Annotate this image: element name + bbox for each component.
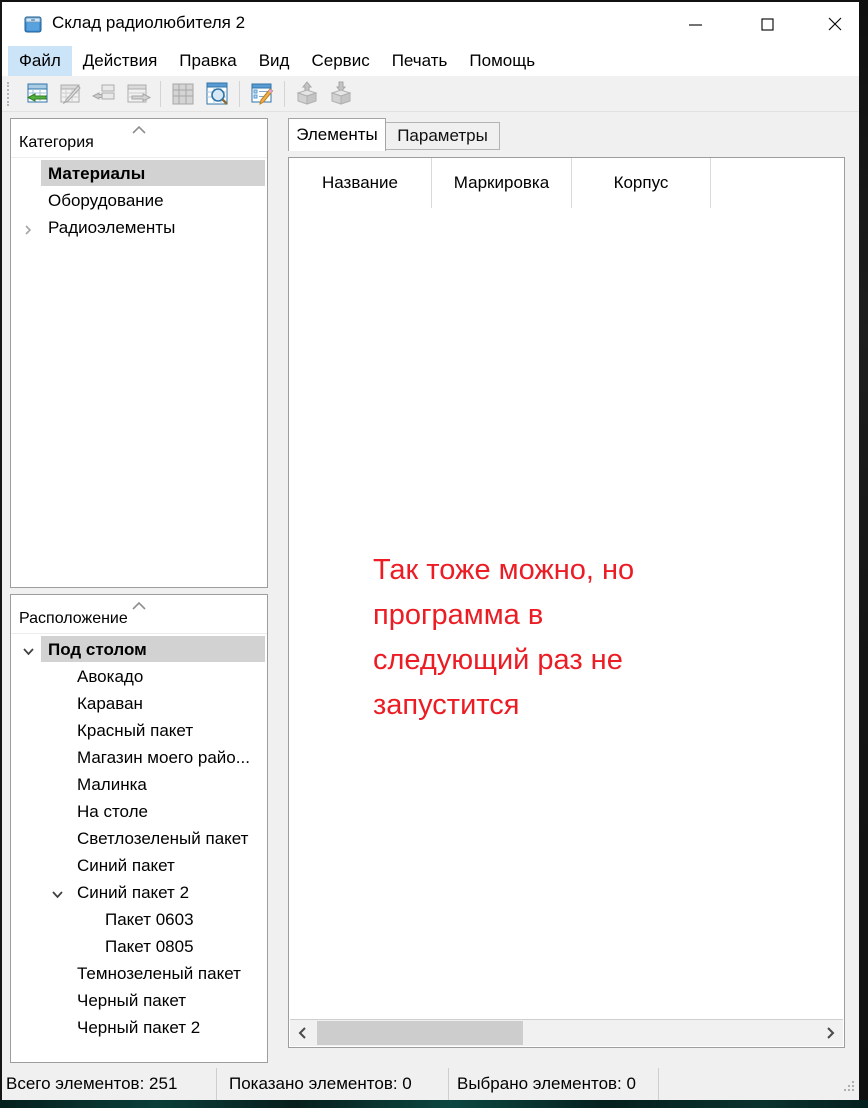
column-header-name[interactable]: Название xyxy=(322,173,398,192)
close-button[interactable] xyxy=(806,2,864,46)
toolbar xyxy=(2,76,859,112)
tree-item-malinka[interactable]: Малинка xyxy=(77,774,147,794)
divider xyxy=(11,633,267,634)
duplicate-record-icon xyxy=(124,80,152,108)
edit-record-icon xyxy=(56,80,84,108)
scroll-right-icon[interactable] xyxy=(817,1020,843,1046)
tree-item-red-bag[interactable]: Красный пакет xyxy=(77,720,194,740)
menu-file[interactable]: Файл xyxy=(8,46,72,76)
tree-item-lightgreen-bag[interactable]: Светлозеленый пакет xyxy=(77,828,249,848)
screen-edge xyxy=(0,1100,868,1108)
annotation-line: Так тоже можно, но xyxy=(373,554,635,586)
chevron-down-icon[interactable] xyxy=(22,643,35,663)
show-table-button[interactable] xyxy=(167,79,199,109)
tab-elements[interactable]: Элементы xyxy=(288,118,386,151)
collapse-panel-icon[interactable] xyxy=(132,122,146,140)
move-record-icon xyxy=(90,80,118,108)
chevron-right-icon[interactable] xyxy=(22,221,34,241)
menu-service[interactable]: Сервис xyxy=(311,51,370,70)
menu-edit[interactable]: Правка xyxy=(179,51,237,70)
app-icon xyxy=(22,13,44,40)
tree-item-blue-bag[interactable]: Синий пакет xyxy=(77,855,175,875)
category-panel-title: Категория xyxy=(19,134,94,151)
tree-item-bag-0603[interactable]: Пакет 0603 xyxy=(105,909,194,929)
scrollbar-thumb[interactable] xyxy=(317,1021,523,1045)
tree-item-bag-0805[interactable]: Пакет 0805 xyxy=(105,936,194,956)
box-up-icon xyxy=(293,80,321,108)
tree-item-karavan[interactable]: Караван xyxy=(77,693,143,713)
column-header-package[interactable]: Корпус xyxy=(613,173,669,192)
tree-item-equipment[interactable]: Оборудование xyxy=(48,190,164,210)
status-selected: Выбрано элементов: 0 xyxy=(449,1068,659,1100)
collapse-panel-icon[interactable] xyxy=(132,598,146,616)
column-header-marking[interactable]: Маркировка xyxy=(453,173,550,192)
chevron-down-icon[interactable] xyxy=(51,886,64,906)
edit-form-button[interactable] xyxy=(246,79,278,109)
screen-edge xyxy=(859,0,868,1108)
tree-item-radioelements[interactable]: Радиоэлементы xyxy=(11,214,267,241)
tree-item-avocado[interactable]: Авокадо xyxy=(77,666,144,686)
tree-item-shop[interactable]: Магазин моего райо... xyxy=(77,747,250,767)
box-down-icon xyxy=(327,80,355,108)
toolbar-separator xyxy=(284,81,285,107)
export-box-button[interactable] xyxy=(291,79,323,109)
tree-item-blue-bag-2[interactable]: Синий пакет 2 xyxy=(11,879,267,906)
divider xyxy=(11,157,267,158)
duplicate-record-button[interactable] xyxy=(122,79,154,109)
edit-record-button[interactable] xyxy=(54,79,86,109)
tree-item-under-table[interactable]: Под столом xyxy=(11,636,267,663)
annotation-line: программа в xyxy=(373,599,544,631)
location-panel-title: Расположение xyxy=(19,610,128,627)
tree-item-black-bag[interactable]: Черный пакет xyxy=(77,990,187,1010)
category-panel xyxy=(10,118,268,588)
column-header-empty[interactable] xyxy=(711,158,844,208)
menu-view[interactable]: Вид xyxy=(258,51,290,70)
status-total: Всего элементов: 251 xyxy=(2,1068,217,1100)
status-shown: Показано элементов: 0 xyxy=(217,1068,449,1100)
screen-edge xyxy=(0,0,868,2)
window-title: Склад радиолюбителя 2 xyxy=(52,13,246,32)
maximize-button[interactable] xyxy=(738,2,796,46)
search-table-icon xyxy=(203,80,231,108)
search-table-button[interactable] xyxy=(201,79,233,109)
minimize-button[interactable] xyxy=(666,2,724,46)
table-header xyxy=(289,158,844,208)
add-record-button[interactable] xyxy=(20,79,52,109)
add-record-icon xyxy=(22,80,50,108)
edit-form-icon xyxy=(248,80,276,108)
tree-item-darkgreen-bag[interactable]: Темнозеленый пакет xyxy=(77,963,241,983)
menu-bar xyxy=(2,46,859,76)
menu-print[interactable]: Печать xyxy=(391,51,448,70)
annotation-line: запустится xyxy=(373,689,520,721)
scroll-left-icon[interactable] xyxy=(290,1020,316,1046)
annotation-note xyxy=(373,548,713,728)
tree-item-on-table[interactable]: На столе xyxy=(77,801,149,821)
screen-edge xyxy=(0,0,2,1108)
import-box-button[interactable] xyxy=(325,79,357,109)
title-bar xyxy=(2,2,859,46)
horizontal-scrollbar[interactable] xyxy=(290,1019,843,1046)
tree-item-materials[interactable]: Материалы xyxy=(11,160,267,187)
move-record-button[interactable] xyxy=(88,79,120,109)
toolbar-separator xyxy=(239,81,240,107)
resize-grip-icon[interactable] xyxy=(843,1079,855,1097)
table-icon xyxy=(169,80,197,108)
status-bar xyxy=(2,1068,859,1100)
annotation-line: следующий раз не xyxy=(373,644,623,676)
menu-actions[interactable]: Действия xyxy=(82,51,158,70)
tab-parameters[interactable]: Параметры xyxy=(386,122,500,150)
toolbar-grip[interactable] xyxy=(7,82,13,106)
location-tree xyxy=(11,636,267,1041)
toolbar-separator xyxy=(160,81,161,107)
tree-item-black-bag-2[interactable]: Черный пакет 2 xyxy=(77,1017,201,1037)
location-panel xyxy=(10,594,268,1063)
category-tree xyxy=(11,160,267,241)
menu-help[interactable]: Помощь xyxy=(469,51,536,70)
